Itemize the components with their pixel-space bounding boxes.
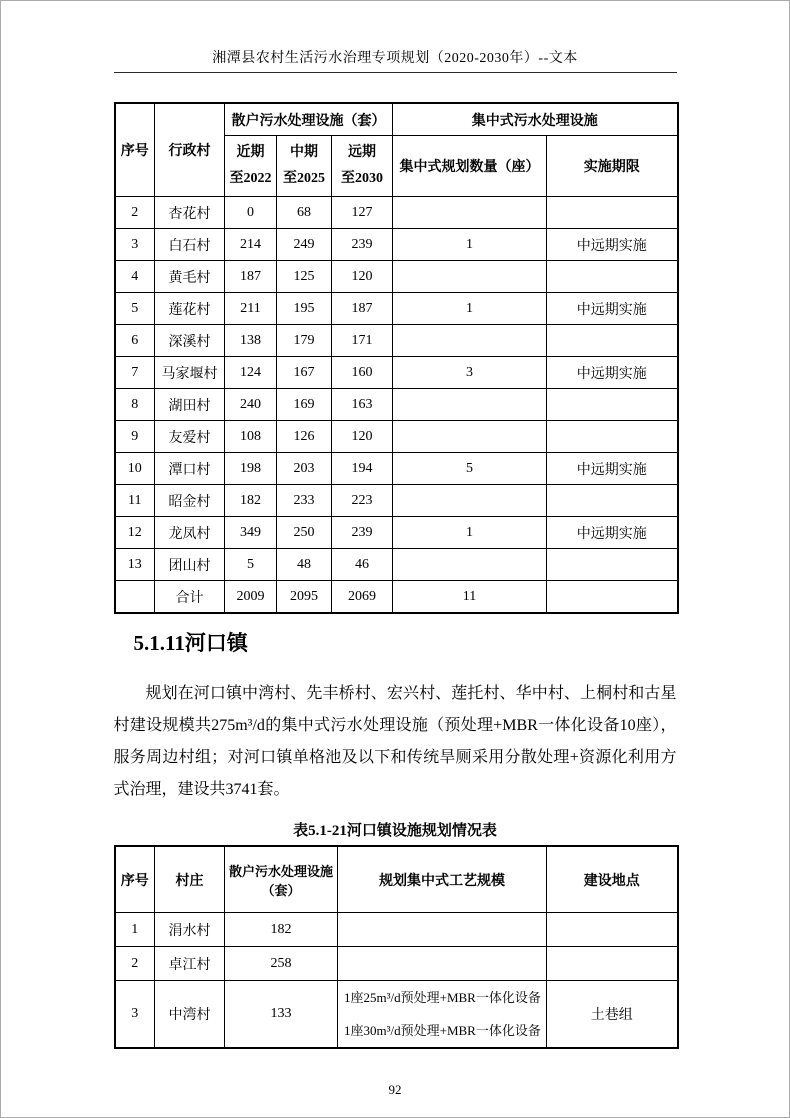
t1-cell-far: 239 [332, 229, 393, 261]
t2-cell-seq: 3 [115, 981, 155, 1049]
t1-cell-count: 3 [393, 357, 547, 389]
t1-cell-mid: 68 [277, 197, 332, 229]
t1-cell-period [547, 485, 678, 517]
t1-cell-near: 138 [225, 325, 277, 357]
t1-cell-near: 5 [225, 549, 277, 581]
t1-header [115, 103, 678, 197]
t1-total-label: 合计 [155, 581, 225, 614]
t1-cell-period: 中远期实施 [547, 357, 678, 389]
t2-cell-location: 土巷组 [547, 981, 678, 1049]
t1-cell-count [393, 325, 547, 357]
t2-cell-location [547, 913, 678, 947]
t1-cell-near: 182 [225, 485, 277, 517]
t1-cell-village: 黄毛村 [155, 261, 225, 293]
hekou-town-plan-table [114, 845, 679, 1049]
t1-cell-count: 5 [393, 453, 547, 485]
t1-data-row [115, 421, 678, 453]
t2-cell-village: 中湾村 [155, 981, 225, 1049]
t1-cell-count [393, 197, 547, 229]
t1-data-row [115, 197, 678, 229]
t1-data-row [115, 485, 678, 517]
t1-cell-far: 46 [332, 549, 393, 581]
village-facility-plan-table [114, 102, 679, 614]
t1-cell-mid: 195 [277, 293, 332, 325]
t1-header-near-term [225, 136, 277, 197]
t1-cell-near: 108 [225, 421, 277, 453]
t1-cell-village: 杏花村 [155, 197, 225, 229]
t2-cell-process [338, 913, 547, 947]
t1-cell-count [393, 389, 547, 421]
t1-data-row [115, 293, 678, 325]
t1-cell-near: 240 [225, 389, 277, 421]
t2-cell-seq: 2 [115, 947, 155, 981]
t1-cell-seq: 6 [115, 325, 155, 357]
t1-cell-seq: 13 [115, 549, 155, 581]
t1-cell-count [393, 485, 547, 517]
t2-process-line2: 1座30m³/d预处理+MBR一体化设备 [344, 1023, 541, 1038]
t1-cell-count [393, 421, 547, 453]
t1-data-row [115, 453, 678, 485]
t2-cell-process [338, 981, 547, 1049]
t1-header-far-label: 远期 [348, 145, 376, 160]
t1-header-centralized-group: 集中式污水处理设施 [393, 103, 678, 136]
t2-header-scattered: 散户污水处理设施（套） [225, 846, 338, 913]
t1-cell-count [393, 261, 547, 293]
t1-cell-far: 127 [332, 197, 393, 229]
t1-total-period [547, 581, 678, 614]
t2-body [115, 913, 678, 1049]
t1-cell-far: 120 [332, 261, 393, 293]
t1-cell-seq: 2 [115, 197, 155, 229]
t1-cell-far: 187 [332, 293, 393, 325]
t1-data-row [115, 549, 678, 581]
t1-header-period: 实施期限 [547, 136, 678, 197]
t1-cell-far: 194 [332, 453, 393, 485]
t2-cell-location [547, 947, 678, 981]
t1-header-mid-term [277, 136, 332, 197]
t1-cell-seq: 11 [115, 485, 155, 517]
t1-cell-period: 中远期实施 [547, 517, 678, 549]
t1-data-row [115, 389, 678, 421]
t2-header-row [115, 846, 678, 913]
t1-data-row [115, 261, 678, 293]
t1-cell-seq: 9 [115, 421, 155, 453]
t1-cell-mid: 249 [277, 229, 332, 261]
t1-cell-mid: 250 [277, 517, 332, 549]
t2-header-process: 规划集中式工艺规模 [338, 846, 547, 913]
t2-cell-scattered: 133 [225, 981, 338, 1049]
t2-header-location: 建设地点 [547, 846, 678, 913]
t1-total-row [115, 581, 678, 614]
t1-cell-village: 深溪村 [155, 325, 225, 357]
t1-cell-count: 1 [393, 517, 547, 549]
t1-data-row [115, 229, 678, 261]
t1-total-seq [115, 581, 155, 614]
t1-header-mid-year: 至2025 [283, 171, 325, 186]
t2-header [115, 846, 678, 913]
t1-data-row [115, 357, 678, 389]
t1-cell-mid: 203 [277, 453, 332, 485]
t2-cell-village: 卓江村 [155, 947, 225, 981]
t1-cell-seq: 7 [115, 357, 155, 389]
t1-cell-mid: 167 [277, 357, 332, 389]
t2-cell-scattered: 182 [225, 913, 338, 947]
t1-cell-near: 349 [225, 517, 277, 549]
t1-cell-period [547, 389, 678, 421]
t1-cell-seq: 4 [115, 261, 155, 293]
t1-cell-mid: 126 [277, 421, 332, 453]
section-heading: 5.1.11河口镇 [133, 631, 248, 655]
t1-total-far: 2069 [332, 581, 393, 614]
t1-cell-near: 124 [225, 357, 277, 389]
t2-data-row [115, 981, 678, 1049]
t1-cell-mid: 179 [277, 325, 332, 357]
t1-cell-seq: 12 [115, 517, 155, 549]
t1-cell-mid: 233 [277, 485, 332, 517]
t2-header-seq: 序号 [115, 846, 155, 913]
t1-cell-near: 198 [225, 453, 277, 485]
t1-header-scattered-group: 散户污水处理设施（套） [225, 103, 393, 136]
t1-cell-village: 友爱村 [155, 421, 225, 453]
table-caption: 表5.1-21河口镇设施规划情况表 [293, 823, 497, 839]
t1-cell-near: 211 [225, 293, 277, 325]
t1-cell-far: 171 [332, 325, 393, 357]
t1-cell-far: 120 [332, 421, 393, 453]
section-paragraph: 规划在河口镇中湾村、先丰桥村、宏兴村、莲托村、华中村、上桐村和古星村建设规模共275m³/d的集中式污水处理设施（预处理+MBR一体化设备10座），服务周边村组；对河口镇单格池及以下和传统旱厕采用分散处理+资源化利用方式治理，建设共3741套。 [113, 685, 677, 798]
t1-cell-far: 160 [332, 357, 393, 389]
t1-cell-village: 潭口村 [155, 453, 225, 485]
page-content [114, 47, 677, 1098]
t1-total-count: 11 [393, 581, 547, 614]
t1-cell-near: 187 [225, 261, 277, 293]
t1-cell-village: 团山村 [155, 549, 225, 581]
t1-total-near: 2009 [225, 581, 277, 614]
t1-cell-village: 马家堰村 [155, 357, 225, 389]
t1-cell-period [547, 261, 678, 293]
t1-cell-seq: 3 [115, 229, 155, 261]
t1-cell-period: 中远期实施 [547, 293, 678, 325]
t1-cell-period: 中远期实施 [547, 229, 678, 261]
t1-cell-period [547, 421, 678, 453]
t1-header-row-groups [115, 103, 678, 136]
t1-header-far-year: 至2030 [341, 171, 383, 186]
t1-header-mid-label: 中期 [290, 145, 318, 160]
t1-header-seq: 序号 [115, 103, 155, 197]
t1-cell-period [547, 325, 678, 357]
t1-cell-village: 莲花村 [155, 293, 225, 325]
t1-cell-seq: 8 [115, 389, 155, 421]
t2-cell-seq: 1 [115, 913, 155, 947]
t1-cell-far: 223 [332, 485, 393, 517]
t1-cell-period [547, 197, 678, 229]
page-number: 92 [388, 1082, 402, 1097]
t2-data-row [115, 947, 678, 981]
t1-cell-count [393, 549, 547, 581]
t1-header-far-term [332, 136, 393, 197]
t1-cell-seq: 10 [115, 453, 155, 485]
t1-cell-far: 239 [332, 517, 393, 549]
t2-process-line1: 1座25m³/d预处理+MBR一体化设备 [344, 990, 541, 1005]
t1-cell-mid: 125 [277, 261, 332, 293]
t1-cell-period [547, 549, 678, 581]
t1-cell-village: 白石村 [155, 229, 225, 261]
t2-cell-village: 涓水村 [155, 913, 225, 947]
t1-total-mid: 2095 [277, 581, 332, 614]
t1-cell-village: 龙凤村 [155, 517, 225, 549]
t1-data-row [115, 325, 678, 357]
t1-header-village: 行政村 [155, 103, 225, 197]
t1-body [115, 197, 678, 614]
t1-cell-near: 0 [225, 197, 277, 229]
t1-header-near-year: 至2022 [229, 171, 272, 186]
t2-cell-scattered: 258 [225, 947, 338, 981]
t1-cell-near: 214 [225, 229, 277, 261]
t1-header-near-label: 近期 [236, 145, 265, 160]
document-header [114, 47, 677, 73]
t2-header-village: 村庄 [155, 846, 225, 913]
t1-cell-period: 中远期实施 [547, 453, 678, 485]
t1-cell-count: 1 [393, 293, 547, 325]
t1-data-row [115, 517, 678, 549]
t1-cell-village: 昭金村 [155, 485, 225, 517]
t1-cell-count: 1 [393, 229, 547, 261]
document-header-title: 湘潭县农村生活污水治理专项规划（2020-2030年）--文本 [212, 51, 578, 66]
t1-cell-far: 163 [332, 389, 393, 421]
t2-data-row [115, 913, 678, 947]
t1-cell-seq: 5 [115, 293, 155, 325]
t1-header-count: 集中式规划数量（座） [393, 136, 547, 197]
t2-cell-process [338, 947, 547, 981]
t1-cell-mid: 48 [277, 549, 332, 581]
t1-cell-mid: 169 [277, 389, 332, 421]
t1-cell-village: 湖田村 [155, 389, 225, 421]
